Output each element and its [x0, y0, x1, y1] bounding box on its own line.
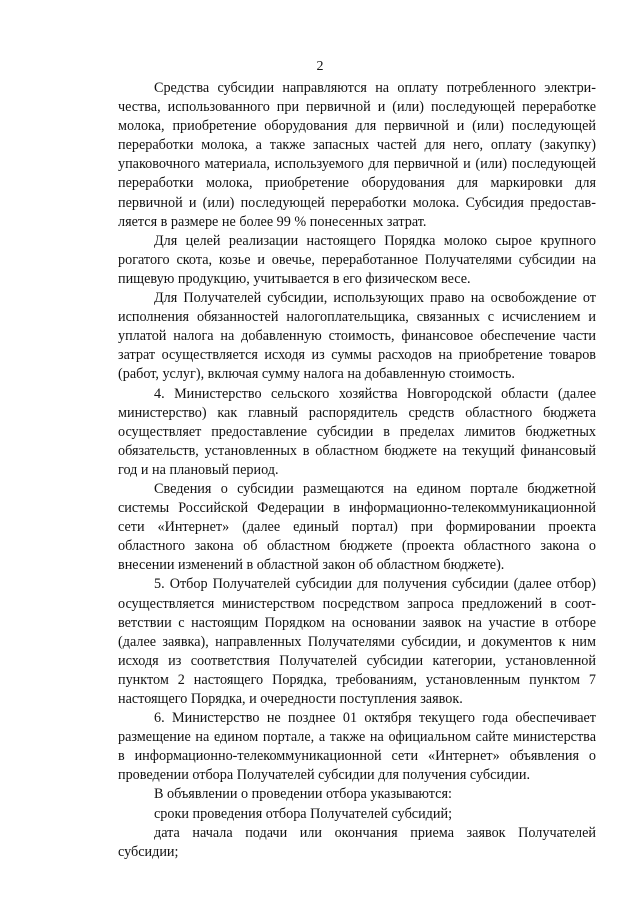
page-number: 2: [316, 59, 324, 74]
paragraph-selection: 5. Отбор Получателей субсидии для получения субсидии (далее отбор) осуществляется министерством посредством запроса предложений в соответствии с настоящим Порядком на основании заявок на участие в отборе (далее заявка), направленных Получателями субсидии, и документов к ним исходя из соответствия Получателей субсидии категории, установленной пунктом 2 настоящего Порядка, требованиям, установленным пунктом 7 настоящего Порядка, и очередности поступления заявок.: [118, 576, 596, 707]
list-item-selection-dates: сроки проведения отбора Получателей субсидий;: [154, 805, 453, 822]
paragraph-ministry-role: 4. Министерство сельского хозяйства Новгородской области (далее министерство) как главный распорядитель средств областного бюджета осуществляет предоставление субсидии в пределах лимитов бюджетных обязательств, установленных в областном бюджете на текущий финансовый год и на плановый период.: [118, 385, 596, 478]
list-item-application-dates: дата начала подачи или окончания приема заявок Получателей субсидии;: [118, 824, 596, 860]
paragraph-unified-portal: Сведения о субсидии размещаются на едином портале бюджетной системы Российской Федерации в информационно-телекоммуникационной сети «Интернет» (далее единый портал) при формировании проекта областного закона об областном бюджете (проекта областного закона о внесении изменений в областной закон об областном бюджете).: [118, 480, 596, 574]
document-body: [118, 79, 596, 862]
paragraph-subsidy-funds: Средства субсидии направляются на оплату потребленного электричества, использованного при первичной и (или) последующей переработке молока, приобретение оборудования для первичной и (или) последующей переработки молока, а также запасных частей для него, оплату (закупку) упаковочного материала, используемого для первичной и (или) последующей переработки молока, приобретение оборудования для маркировки для первичной и (или) последующей переработки молока. Субсидия предоставляется в размере не более 99 % понесенных затрат.: [118, 80, 596, 230]
paragraph-milk-weight: Для целей реализации настоящего Порядка молоко сырое крупного рогатого скота, козье и овечье, переработанное Получателями субсидии на пищевую продукцию, учитывается в его физическом весе.: [118, 232, 596, 287]
paragraph-vat-exemption: Для Получателей субсидии, использующих право на освобождение от исполнения обязанностей налогоплательщика, связанных с исчислением и уплатой налога на добавленную стоимость, финансовое обеспечение части затрат осуществляется исходя из суммы расходов на приобретение товаров (работ, услуг), включая сумму налога на добавленную стоимость.: [118, 290, 596, 383]
paragraph-announcement-contents: В объявлении о проведении отбора указываются:: [154, 786, 452, 803]
paragraph-announcement: 6. Министерство не позднее 01 октября текущего года обеспечивает размещение на едином портале, а также на официальном сайте министерства в информационно-телекоммуникационной сети «Интернет» объявления о проведении отбора Получателей субсидии для получения субсидии.: [118, 710, 596, 784]
